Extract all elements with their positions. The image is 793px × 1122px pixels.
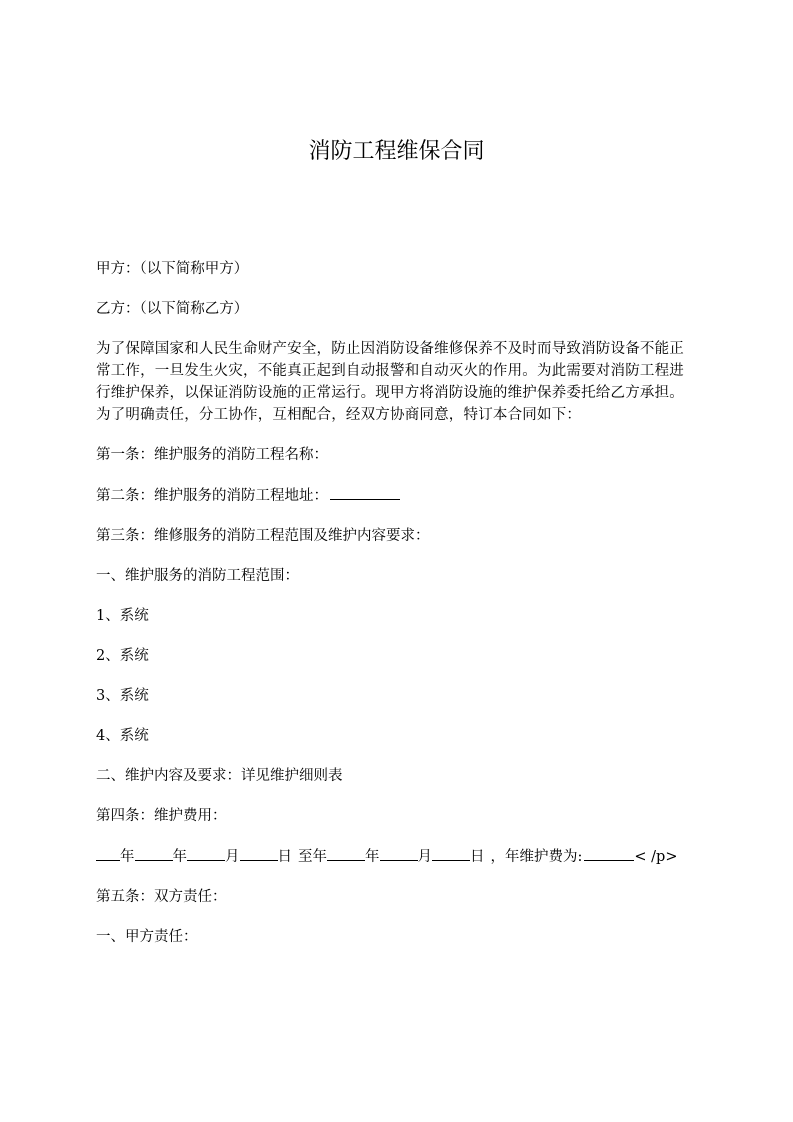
section-2: 二、维护内容及要求：详见维护细则表: [96, 768, 343, 784]
system-item: 4、系统: [96, 728, 149, 744]
blank-field: [240, 845, 278, 861]
party-a-line: 甲方：（以下简称甲方）: [96, 261, 249, 277]
article-3: 第三条：维修服务的消防工程范围及维护内容要求：: [96, 528, 430, 544]
fee-line-tail: < /p>: [634, 849, 678, 865]
blank-field: [327, 845, 365, 861]
system-item: 1、系统: [96, 608, 149, 624]
party-a-duties-heading: 一、甲方责任：: [96, 929, 198, 945]
fee-year3-label: 年: [365, 849, 380, 865]
document-title: 消防工程维保合同: [308, 139, 485, 164]
fee-amount-label: ，年维护费为:: [490, 849, 583, 865]
fee-to-year-label: 至年: [298, 849, 327, 865]
fee-line: [96, 845, 696, 868]
article-2-text: 第二条：维护服务的消防工程地址：: [96, 488, 328, 504]
blank-field: [432, 845, 470, 861]
article-5: 第五条：双方责任：: [96, 889, 227, 905]
fee-month2-label: 月: [417, 849, 432, 865]
fee-month-label: 月: [225, 849, 240, 865]
article-2: [96, 484, 696, 507]
blank-field: [187, 845, 225, 861]
system-item: 3、系统: [96, 688, 149, 704]
address-blank: [330, 484, 400, 500]
fee-year2-label: 年: [172, 849, 187, 865]
fee-day-label: 日: [277, 849, 292, 865]
section-1-heading: 一、维护服务的消防工程范围：: [96, 568, 299, 584]
system-item: 2、系统: [96, 648, 149, 664]
fee-year-label: 年: [120, 849, 135, 865]
article-1: 第一条：维护服务的消防工程名称：: [96, 447, 328, 463]
blank-field: [96, 845, 120, 861]
document-body: [96, 258, 696, 966]
party-b-line: 乙方：（以下简称乙方）: [96, 301, 249, 317]
article-4: 第四条：维护费用：: [96, 808, 227, 824]
blank-field: [380, 845, 418, 861]
fee-amount-blank: [584, 845, 634, 861]
blank-field: [135, 845, 173, 861]
intro-paragraph: 为了保障国家和人民生命财产安全，防止因消防设备维修保养不及时而导致消防设备不能正常工作，一旦发生火灾，不能真正起到自动报警和自动灭火的作用。为此需要对消防工程进行维护保养，以保证消防设施的正常运行。现甲方将消防设施的维护保养委托给乙方承担。为了明确责任，分工协作，互相配合，经双方协商同意，特订本合同如下：: [96, 341, 684, 423]
fee-day2-label: 日: [470, 849, 485, 865]
